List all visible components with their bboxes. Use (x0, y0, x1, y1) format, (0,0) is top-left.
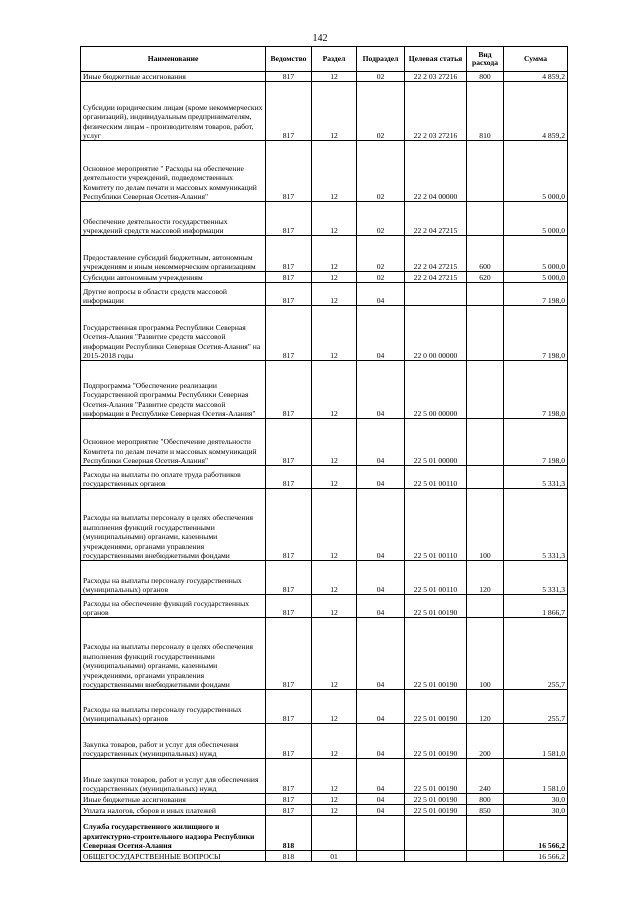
table-row (81, 272, 568, 283)
table-row (81, 805, 568, 816)
cell-tselevaya-statya (405, 816, 467, 851)
cell-vid-raskhoda (467, 202, 504, 236)
cell-name: Расходы на выплаты персоналу в целях обеспечения выполнения функций государственными (муниципальными) органами, казенными учреждениями, органами управления государственными внебюджетными фондами (81, 618, 266, 690)
cell-name: Обеспечение деятельности государственных учреждений средств массовой информации (81, 202, 266, 236)
cell-name: Другие вопросы в области средств массовой информации (81, 283, 266, 306)
cell-podrazdel: 04 (357, 690, 405, 724)
cell-name: Уплата налогов, сборов и иных платежей (81, 805, 266, 816)
cell-podrazdel: 04 (357, 595, 405, 618)
cell-razdel: 12 (312, 759, 357, 794)
cell-razdel: 12 (312, 805, 357, 816)
cell-summa: 5 331,3 (504, 561, 568, 595)
cell-tselevaya-statya: 22 2 03 27216 (405, 72, 467, 82)
cell-razdel: 12 (312, 419, 357, 466)
cell-vid-raskhoda: 620 (467, 272, 504, 283)
cell-razdel (312, 816, 357, 851)
page-number: 142 (312, 33, 328, 44)
cell-podrazdel: 04 (357, 361, 405, 419)
cell-podrazdel: 04 (357, 306, 405, 361)
cell-podrazdel: 04 (357, 561, 405, 595)
cell-podrazdel: 02 (357, 72, 405, 82)
cell-vedomstvo: 817 (266, 690, 312, 724)
cell-summa: 30,0 (504, 794, 568, 805)
cell-tselevaya-statya: 22 2 04 27215 (405, 236, 467, 272)
cell-razdel: 12 (312, 489, 357, 561)
cell-summa: 4 859,2 (504, 82, 568, 141)
cell-tselevaya-statya: 22 5 01 00000 (405, 419, 467, 466)
cell-summa: 4 859,2 (504, 72, 568, 82)
cell-name: Расходы на выплаты персоналу в целях обеспечения выполнения функций государственными (муниципальными) органами, казенными учреждениями, органами управления государственными внебюджетными фондами (81, 489, 266, 561)
cell-name: Расходы на выплаты по оплате труда работников государственных органов (81, 466, 266, 489)
table-row (81, 690, 568, 724)
cell-vedomstvo: 817 (266, 72, 312, 82)
cell-vedomstvo: 817 (266, 794, 312, 805)
cell-podrazdel: 04 (357, 759, 405, 794)
cell-podrazdel: 04 (357, 724, 405, 759)
column-header: Целевая статья (405, 47, 467, 72)
cell-podrazdel: 02 (357, 272, 405, 283)
cell-vid-raskhoda: 800 (467, 794, 504, 805)
cell-vid-raskhoda (467, 419, 504, 466)
table-row (81, 851, 568, 862)
cell-name: ОБЩЕГОСУДАРСТВЕННЫЕ ВОПРОСЫ (81, 851, 266, 862)
table-row (81, 724, 568, 759)
cell-tselevaya-statya: 22 5 01 00190 (405, 618, 467, 690)
cell-vid-raskhoda (467, 851, 504, 862)
cell-vedomstvo: 817 (266, 595, 312, 618)
table-row (81, 72, 568, 82)
cell-razdel: 12 (312, 618, 357, 690)
table-row (81, 489, 568, 561)
cell-vid-raskhoda (467, 816, 504, 851)
cell-vedomstvo: 817 (266, 466, 312, 489)
cell-vedomstvo: 818 (266, 851, 312, 862)
cell-summa: 7 198,0 (504, 419, 568, 466)
table-row (81, 419, 568, 466)
table-row (81, 466, 568, 489)
cell-summa: 16 566,2 (504, 816, 568, 851)
cell-vid-raskhoda: 240 (467, 759, 504, 794)
cell-vid-raskhoda (467, 141, 504, 202)
cell-vedomstvo: 817 (266, 141, 312, 202)
table-row (81, 794, 568, 805)
cell-tselevaya-statya: 22 5 01 00190 (405, 759, 467, 794)
cell-vid-raskhoda: 120 (467, 690, 504, 724)
cell-vid-raskhoda: 100 (467, 489, 504, 561)
cell-vid-raskhoda: 810 (467, 82, 504, 141)
cell-name: Иные бюджетные ассигнования (81, 72, 266, 82)
cell-name: Иные бюджетные ассигнования (81, 794, 266, 805)
cell-name: Основное мероприятие "Обеспечение деятельности Комитета по делам печати и массовых коммуникаций Республики Северная Осетия-Алания" (81, 419, 266, 466)
table-row (81, 595, 568, 618)
cell-tselevaya-statya: 22 5 01 00110 (405, 466, 467, 489)
cell-podrazdel: 02 (357, 82, 405, 141)
cell-razdel: 12 (312, 724, 357, 759)
cell-razdel: 12 (312, 561, 357, 595)
cell-razdel: 12 (312, 690, 357, 724)
cell-tselevaya-statya (405, 283, 467, 306)
cell-name: Субсидии автономным учреждениям (81, 272, 266, 283)
cell-name: Государственная программа Республики Северная Осетия-Алания "Развитие средств массовой информации Республики Северная Осетия-Алания" на 2015-2018 годы (81, 306, 266, 361)
table-row (81, 306, 568, 361)
cell-summa: 5 331,3 (504, 489, 568, 561)
cell-name: Предоставление субсидий бюджетным, автономным учреждениям и иным некоммерческим организациям (81, 236, 266, 272)
cell-name: Закупка товаров, работ и услуг для обеспечения государственных (муниципальных) нужд (81, 724, 266, 759)
cell-tselevaya-statya: 22 5 01 00190 (405, 794, 467, 805)
table-row (81, 236, 568, 272)
cell-name: Субсидии юридическим лицам (кроме некоммерческих организаций), индивидуальным предпринимателям, физическим лицам - производителям товаров, работ, услуг (81, 82, 266, 141)
cell-summa: 30,0 (504, 805, 568, 816)
cell-vid-raskhoda (467, 595, 504, 618)
cell-summa: 255,7 (504, 690, 568, 724)
cell-summa: 1 581,0 (504, 724, 568, 759)
column-header: Подраздел (357, 47, 405, 72)
table-row (81, 759, 568, 794)
table-row (81, 361, 568, 419)
cell-razdel: 12 (312, 141, 357, 202)
budget-table (80, 46, 568, 862)
table-row (81, 618, 568, 690)
cell-razdel: 12 (312, 236, 357, 272)
cell-tselevaya-statya: 22 5 01 00190 (405, 595, 467, 618)
cell-podrazdel: 04 (357, 618, 405, 690)
cell-vedomstvo: 817 (266, 618, 312, 690)
table-row (81, 141, 568, 202)
cell-vedomstvo: 817 (266, 419, 312, 466)
cell-tselevaya-statya: 22 5 01 00190 (405, 690, 467, 724)
cell-podrazdel: 04 (357, 805, 405, 816)
table-row (81, 561, 568, 595)
cell-razdel: 12 (312, 272, 357, 283)
cell-summa: 7 198,0 (504, 306, 568, 361)
cell-vedomstvo: 817 (266, 361, 312, 419)
cell-razdel: 12 (312, 72, 357, 82)
cell-vid-raskhoda: 850 (467, 805, 504, 816)
column-header: Наименование (81, 47, 266, 72)
cell-podrazdel: 04 (357, 419, 405, 466)
cell-tselevaya-statya: 22 5 01 00190 (405, 805, 467, 816)
cell-summa: 5 331,3 (504, 466, 568, 489)
table-row (81, 816, 568, 851)
cell-name: Иные закупки товаров, работ и услуг для обеспечения государственных (муниципальных) нужд (81, 759, 266, 794)
cell-vedomstvo: 817 (266, 759, 312, 794)
cell-vedomstvo: 817 (266, 82, 312, 141)
cell-tselevaya-statya: 22 2 04 27215 (405, 272, 467, 283)
cell-tselevaya-statya: 22 5 00 00000 (405, 361, 467, 419)
cell-name: Расходы на выплаты персоналу государственных (муниципальных) органов (81, 561, 266, 595)
cell-vedomstvo: 817 (266, 489, 312, 561)
cell-tselevaya-statya: 22 2 04 27215 (405, 202, 467, 236)
cell-name: Расходы на выплаты персоналу государственных (муниципальных) органов (81, 690, 266, 724)
cell-tselevaya-statya: 22 2 03 27216 (405, 82, 467, 141)
table-row (81, 202, 568, 236)
cell-vedomstvo: 817 (266, 272, 312, 283)
cell-summa: 255,7 (504, 618, 568, 690)
cell-razdel: 01 (312, 851, 357, 862)
cell-summa: 7 198,0 (504, 361, 568, 419)
cell-summa: 5 000,0 (504, 236, 568, 272)
cell-name: Служба государственного жилищного и архитектурно-строительного надзора Республики Северная Осетия-Алания (81, 816, 266, 851)
cell-podrazdel: 02 (357, 141, 405, 202)
cell-razdel: 12 (312, 283, 357, 306)
cell-vedomstvo: 817 (266, 283, 312, 306)
cell-vedomstvo: 817 (266, 306, 312, 361)
cell-podrazdel: 04 (357, 794, 405, 805)
cell-vid-raskhoda: 100 (467, 618, 504, 690)
table-header-row (81, 47, 568, 72)
cell-razdel: 12 (312, 361, 357, 419)
column-header: Сумма (504, 47, 568, 72)
cell-vedomstvo: 818 (266, 816, 312, 851)
cell-vedomstvo: 817 (266, 805, 312, 816)
cell-podrazdel (357, 851, 405, 862)
cell-vid-raskhoda: 600 (467, 236, 504, 272)
table-row (81, 283, 568, 306)
cell-razdel: 12 (312, 82, 357, 141)
table-body (81, 72, 568, 862)
cell-vid-raskhoda: 120 (467, 561, 504, 595)
cell-name: Основное мероприятие " Расходы на обеспечение деятельности учреждений, подведомственных Комитету по делам печати и массовых коммуникаций Республики Северная Осетия-Алания" (81, 141, 266, 202)
cell-summa: 5 000,0 (504, 202, 568, 236)
cell-podrazdel: 04 (357, 283, 405, 306)
cell-summa: 1 866,7 (504, 595, 568, 618)
cell-tselevaya-statya: 22 5 01 00110 (405, 561, 467, 595)
cell-name: Расходы на обеспечение функций государственных органов (81, 595, 266, 618)
cell-summa: 5 000,0 (504, 272, 568, 283)
cell-tselevaya-statya: 22 5 01 00110 (405, 489, 467, 561)
cell-vedomstvo: 817 (266, 236, 312, 272)
cell-summa: 7 198,0 (504, 283, 568, 306)
cell-vid-raskhoda (467, 283, 504, 306)
cell-podrazdel (357, 816, 405, 851)
cell-vid-raskhoda (467, 306, 504, 361)
cell-razdel: 12 (312, 794, 357, 805)
cell-podrazdel: 02 (357, 236, 405, 272)
column-header: Раздел (312, 47, 357, 72)
column-header: Ведомство (266, 47, 312, 72)
cell-razdel: 12 (312, 466, 357, 489)
cell-tselevaya-statya (405, 851, 467, 862)
cell-podrazdel: 04 (357, 489, 405, 561)
cell-tselevaya-statya: 22 5 01 00190 (405, 724, 467, 759)
cell-razdel: 12 (312, 595, 357, 618)
cell-summa: 16 566,2 (504, 851, 568, 862)
cell-razdel: 12 (312, 202, 357, 236)
cell-vedomstvo: 817 (266, 202, 312, 236)
cell-vid-raskhoda: 800 (467, 72, 504, 82)
cell-tselevaya-statya: 22 2 04 00000 (405, 141, 467, 202)
cell-vid-raskhoda: 200 (467, 724, 504, 759)
cell-tselevaya-statya: 22 0 00 00000 (405, 306, 467, 361)
cell-razdel: 12 (312, 306, 357, 361)
cell-podrazdel: 02 (357, 202, 405, 236)
cell-vid-raskhoda (467, 466, 504, 489)
cell-name: Подпрограмма "Обеспечение реализации Государственной программы Республики Северная Осетия-Алания "Развитие средств массовой информации в Республике Северная Осетия-Алания" (81, 361, 266, 419)
cell-vedomstvo: 817 (266, 561, 312, 595)
cell-summa: 5 000,0 (504, 141, 568, 202)
cell-vedomstvo: 817 (266, 724, 312, 759)
cell-podrazdel: 04 (357, 466, 405, 489)
cell-summa: 1 581,0 (504, 759, 568, 794)
cell-vid-raskhoda (467, 361, 504, 419)
column-header: Вид расхода (467, 47, 504, 72)
table-row (81, 82, 568, 141)
